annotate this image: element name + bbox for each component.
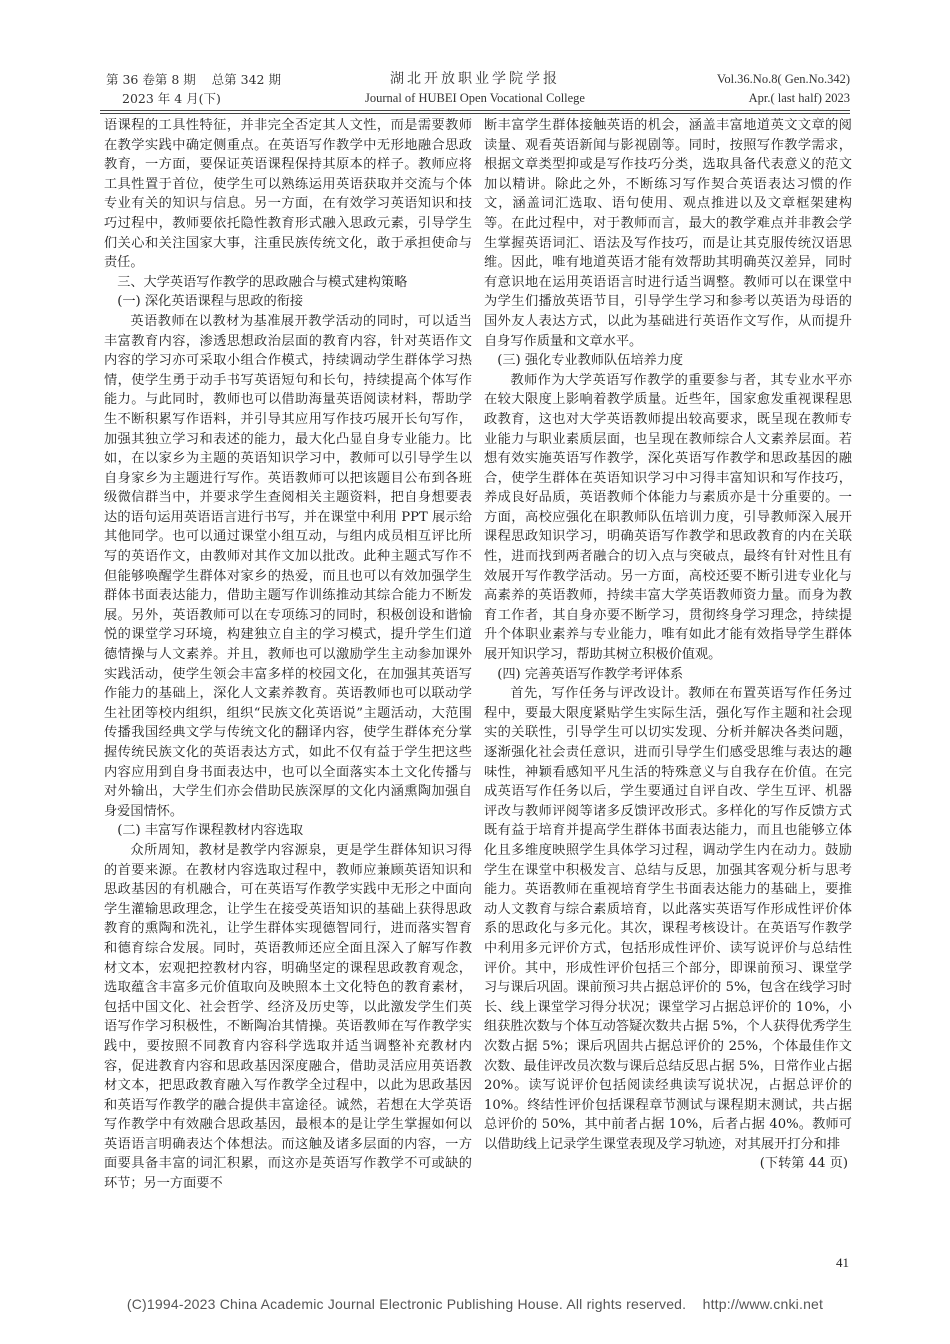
page-number: 41 (836, 1255, 849, 1270)
subsection-heading: (三) 强化专业教师队伍培养力度 (497, 353, 684, 369)
volume-en: Vol.36.No.8( Gen.No.342) (716, 72, 850, 86)
paragraph: 首先，写作任务与评改设计。教师在布置英语写作任务过程中，要最大限度紧贴学生实际生活，强化写作主题和社会现实的关联性，引导学生可以切实发现、分析并解决各类问题，逐渐强化社会责任意识，进而引导学生们感受思维与表达的趣味性，神颖看感知平凡生活的特殊意义与自我存在价值。在完成英语写作任务以后，学生要通过自评自改、学生互评、机器评改与教师评阅等诸多反馈评改形式。多样化的写作反馈方式既有益于培育并提高学生群体书面表达能力，而且也能够立体化且多维度映照学生具体学习过程，调动学生内在动力。鼓励学生在课堂中积极发言、总结与反思，加强其客观分析与思考能力。英语教师在重视培育学生书面表达能力的基础上，要推动人文教育与综合素质培育，以此落实英语写作形成性评价体系的思政化与多元化。其次，课程考核设计。在英语写作教学中利用多元评价方式，包括形成性评价、读写说评价与总结性评价。其中，形成性评价包括三个部分，即课前预习、课堂学习与课后巩固。课前预习共占据总评价的 5%，包含在线学习时长、线上课堂学习得分状况；课堂学习占据总评价的 10%，小组获胜次数与个体互动答疑次数共占据 5%，个人获得优秀学生次数占据 5%；课后巩固共占据总评价的 25%，个体最佳作文次数、最佳评改员次数与课后总结反思占据 5%，日常作业占据 20%。读写说评价包括阅读经典读写说状况，占据总评价的 10%。终结性评价包括课程章节测试与课程期末测试，共占据总评价的 50%，其中前者占据 10%，后者占据 40%。教师可以借助线上记录学生课堂表现及学习轨迹，对其展开打分和排 (484, 686, 852, 1152)
copyright-footer: (C)1994-2023 China Academic Journal Electronic Publishing House. All rights reserved. http://www.cnki.net (126, 1296, 824, 1312)
date-en: Apr.( last half) 2023 (748, 91, 850, 105)
issue-date: 2023 年 4 月(下) (122, 91, 221, 106)
header-rule-bottom (100, 113, 850, 114)
paragraph: 众所周知，教材是教学内容源泉，更是学生群体知识习得的首要来源。在教材内容选取过程中，教师应兼顾英语知识和思政基因的有机融合，可在英语写作教学实践中无形之中面向学生灌输思政理念，让学生在接受英语知识的基础上获得思政教育的熏陶和洗礼，让学生群体实现德智同行，进而落实智育和德育综合发展。同时，英语教师还应全面且深入了解写作教材文本，宏观把控教材内容，明确坚定的课程思政教育观念，选取蕴含丰富多元价值取向及映照本土文化特色的教育素材，包括中国文化、社会哲学、经济及历史等，以此激发学生们英语写作学习积极性，不断陶冶其情操。英语教师在写作教学实践中，要按照不同教育内容科学选取并适当调整补充教材内容，促进教育内容和思政基因深度融合，借助灵活应用英语教材文本，把思政教育融入写作教学全过程中，以此为思政基因和英语写作教学的融合提供丰富途径。诚然，若想在大学英语写作教学中有效融合思政基因，最根本的是让学生掌握如何以英语语言明确表达个体想法。而这触及诸多层面的内容，一方面要具备丰富的词汇积累，而这亦是英语写作教学不可或缺的环节；另一方面要不 (104, 842, 472, 1192)
paragraph: 断丰富学生群体接触英语的机会，涵盖丰富地道英文文章的阅读量、观看英语新闻与影视剧等。同时，按照写作教学需求，根据文章类型抑或是写作技巧分类，选取具备代表意义的范文加以精讲。除此之外，不断练习写作契合英语表达习惯的作文，涵盖词汇选取、语句使用、观点推进以及文章框架建构等。在此过程中，对于教师而言，最大的教学难点并非教会学生掌握英语词汇、语法及写作技巧，而是让其克服传统汉语思维。因此，唯有地道英语才能有效帮助其明确英汉差异，同时有意识地在运用英语语言时进行适当调整。教师可以在课堂中为学生们播放英语节目，引导学生学习和参考以英语为母语的国外友人表达方式，以此为基础进行英语作文写作，从而提升自身写作质量和文章水平。 (484, 118, 852, 349)
paragraph: 教师作为大学英语写作教学的重要参与者，其专业水平亦在较大限度上影响着教学质量。近些年，国家愈发重视课程思政教育，这也对大学英语教师提出较高要求，既呈现在教师专业能力与职业素质层面，也呈现在教师综合人文素养层面。若想有效实施英语写作教学，深化英语写作教学和思政基因的融合，使学生群体在英语知识学习中习得丰富知识和写作技巧，养成良好品质，英语教师个体能力与素质亦是十分重要的。一方面，高校应强化在职教师队伍培训力度，引导教师深入展开课程思政知识学习，明确英语写作教学和思政教育的内在关联性，进而找到两者融合的切入点与突破点，最终有针对性且有效展开写作教学活动。另一方面，高校还要不断引进专业化与高素养的英语教师，持续丰富大学英语教师资力量。而身为教育工作者，其自身亦要不断学习，贯彻终身学习理念，持续提升个体职业素养与专业能力，唯有如此才能有效指导学生群体展开知识学习，帮助其树立积极价值观。 (484, 372, 852, 663)
subsection-heading: (二) 丰富写作课程教材内容选取 (117, 823, 304, 839)
left-column (104, 116, 472, 1194)
continued-note: (下转第 44 页) (759, 1156, 848, 1172)
journal-title-en: Journal of HUBEI Open Vocational College (365, 91, 585, 105)
journal-title-cn: 湖北开放职业学院学报 (390, 71, 560, 87)
paragraph: 语课程的工具性特征，并非完全否定其人文性，而是需要教师在教学实践中确定侧重点。在英语写作教学中无形地融合思政教育，一方面，要保证英语课程保持其原本的样子。教师应将工具性置于首位，使学生可以熟练运用英语获取并交流与个体专业有关的知识与信息。另一方面，在有效学习英语知识和技巧过程中，教师要依托隐性教育形式融入思政元素，引导学生们关心和关注国家大事，注重民族传统文化，敢于承担使命与责任。 (104, 118, 472, 271)
paragraph: 英语教师在以教材为基准展开教学活动的同时，可以适当丰富教育内容，渗透思想政治层面的教育内容，针对英语作文内容的学习亦可采取小组合作模式，持续调动学生群体学习热情，使学生勇于动手书写英语短句和长句，持续提高个体写作能力。与此同时，教师也可以借助海量英语阅读材料，帮助学生不断积累写作语料，并引导其应用写作技巧展开长句写作，加强其独立学习和表述的能力，最大化凸显自身专业能力。比如，在以家乡为主题的英语知识学习中，教师可以引导学生以自身家乡为主题进行写作。英语教师可以把该题目公布到各班级微信群当中，并要求学生查阅相关主题资料，把自身想要表达的语句运用英语语言进行书写，并在课堂中利用 PPT 展示给其他同学。也可以通过课堂小组互动，与组内成员相互评比所写的英语作文，由教师对其作文加以批改。此种主题式写作不但能够唤醒学生群体对家乡的热爱，而且也可以有效加强学生群体书面表达能力，借助主题写作训练推动其综合能力不断发展。另外，英语教师可以在专项练习的同时，积极创设和谐愉悦的课堂学习环境，构建独立自主的学习模式，提升学生们道德情操与人文素养。并且，教师也可以激励学生主动参加课外实践活动，使学生领会丰富多样的校园文化，在加强其英语写作能力的基础上，深化人文素养教育。英语教师也可以联动学生社团等校内组织，组织“民族文化英语说”主题活动，大范围传播我国经典文学与传统文化的翻译内容，使学生群体充分掌握传统民族文化的英语表达方式，如此不仅有益于学生把这些内容应用到自身书面表达中，也可以全面落实本土文化传播与对外输出，大学生们亦会借助民族深厚的文化内涵熏陶加强自身爱国情怀。 (104, 313, 472, 819)
right-column (484, 116, 852, 1174)
section-heading: 三、大学英语写作教学的思政融合与模式建构策略 (117, 274, 408, 290)
header-rule-top (100, 110, 850, 111)
journal-volume-en (717, 70, 850, 108)
subsection-heading: (四) 完善英语写作教学考评体系 (497, 666, 684, 682)
subsection-heading: (一) 深化英语课程与思政的衔接 (117, 294, 304, 310)
issue-volume: 第 36 卷第 8 期 总第 342 期 (106, 72, 281, 87)
